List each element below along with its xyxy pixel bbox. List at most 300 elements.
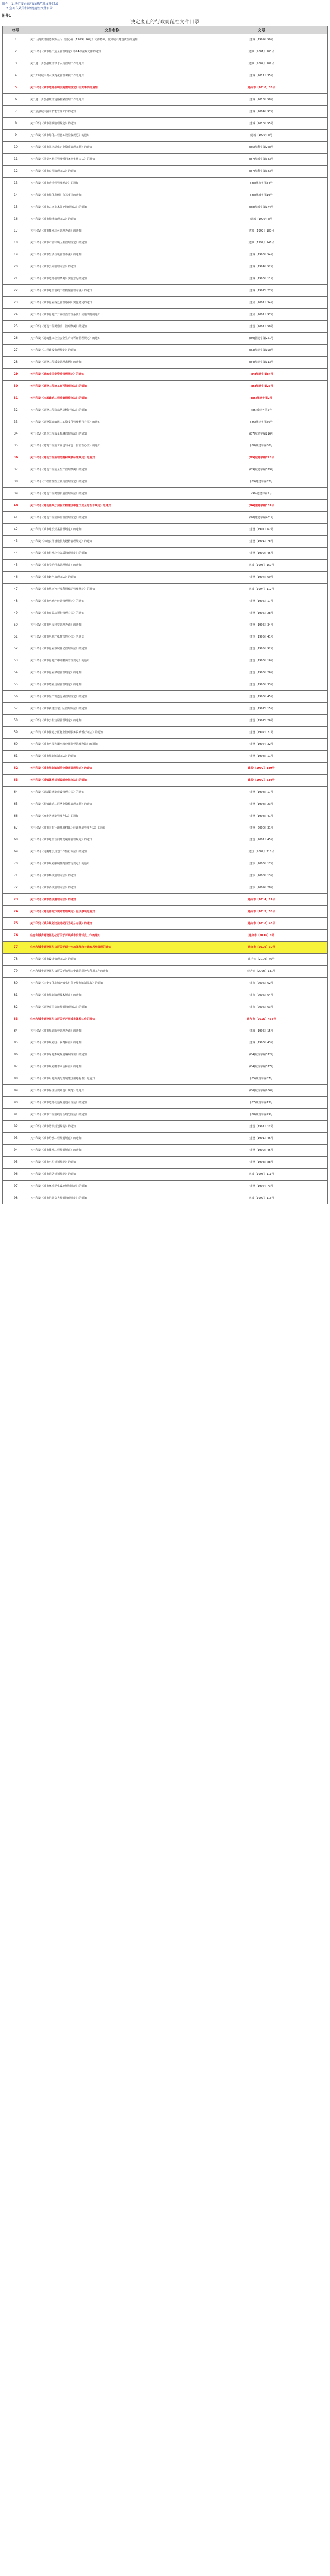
- table-row: [3, 213, 328, 225]
- row-document-name: 住房和城乡建设部办公厅关于开展城市体检工作的通知: [29, 1013, 195, 1025]
- table-row: [3, 46, 328, 58]
- row-serial: 84: [3, 1025, 29, 1037]
- table-row: [3, 858, 328, 870]
- row-document-code: 建设〔1995〕92号: [195, 643, 328, 655]
- table-row: [3, 166, 328, 178]
- table-row: [3, 954, 328, 966]
- row-document-code: (90)建建字第132号: [195, 500, 328, 512]
- row-document-code: 建城〔2001〕103号: [195, 46, 328, 58]
- row-document-name: 关于印发《城市住宅小区物业管理服务收费暂行办法》的通知: [29, 727, 195, 739]
- table-row: [3, 739, 328, 751]
- row-document-code: (88)城建字第30号: [195, 440, 328, 452]
- table-row: [3, 751, 328, 763]
- row-document-name: 关于印发《城市生活垃圾管理办法》的通知: [29, 249, 195, 261]
- row-document-code: (89)城建字第329号: [195, 464, 328, 476]
- row-serial: 85: [3, 1037, 29, 1049]
- row-document-name: 关于印发《历史文化名城名镇名村保护规划编制要求》的通知: [29, 978, 195, 989]
- row-document-name: 关于印发《城市古树名木保护管理办法》的通知: [29, 201, 195, 213]
- row-document-name: 关于印发《城市地下管线工程档案管理办法》的通知: [29, 285, 195, 297]
- header-notes: [0, 2, 330, 11]
- row-document-code: (84)城建字第113号: [195, 357, 328, 369]
- table-row: [3, 572, 328, 584]
- table-row: [3, 452, 328, 464]
- row-document-name: 关于印发《城乡规划违法违纪行为处分办法》的通知: [29, 918, 195, 930]
- row-serial: 29: [3, 369, 29, 381]
- row-document-name: 关于印发《开发区规划管理办法》的通知: [29, 810, 195, 822]
- table-row: [3, 285, 328, 297]
- table-row: [3, 237, 328, 249]
- table-row: [3, 894, 328, 906]
- row-document-code: (90)建建字第5号: [195, 488, 328, 500]
- row-document-code: 建办市〔2014〕14号: [195, 894, 328, 906]
- row-serial: 8: [3, 118, 29, 130]
- row-serial: 10: [3, 142, 29, 154]
- row-serial: 80: [3, 978, 29, 989]
- table-row: [3, 1121, 328, 1133]
- table-row: [3, 118, 328, 130]
- row-document-name: 关于印发《城市园林绿化企业资质管理办法》的通知: [29, 142, 195, 154]
- row-document-code: (88)城规字第29号: [195, 1109, 328, 1121]
- row-document-name: 关于印发《工程建设监理规定》的通知: [29, 345, 195, 357]
- row-document-name: 关于印发《城市黄线管理办法》的通知: [29, 882, 195, 894]
- table-row: [3, 691, 328, 703]
- row-document-name: 关于印发《城市防洪规划规范》的通知: [29, 1121, 195, 1133]
- row-document-code: 建设〔1995〕28号: [195, 607, 328, 619]
- row-serial: 91: [3, 1109, 29, 1121]
- table-row: [3, 476, 328, 488]
- table-row: [3, 94, 328, 106]
- table-row: [3, 273, 328, 285]
- table-row: [3, 106, 328, 118]
- row-serial: 33: [3, 416, 29, 428]
- row-serial: 73: [3, 894, 29, 906]
- table-row: [3, 1157, 328, 1169]
- table-row: [3, 333, 328, 345]
- row-serial: 42: [3, 524, 29, 536]
- row-document-name: 关于印发《建设领域农民工工资支付管理暂行办法》的通知: [29, 416, 195, 428]
- row-document-code: 建设〔1992〕45号: [195, 1145, 328, 1157]
- row-document-code: 建办市〔2019〕46号: [195, 954, 328, 966]
- row-document-code: 建设〔1997〕27号: [195, 727, 328, 739]
- row-document-code: 建设〔1992〕189号: [195, 763, 328, 775]
- row-document-code: 建城〔1995〕15号: [195, 1025, 328, 1037]
- row-serial: 52: [3, 643, 29, 655]
- row-document-code: 建市〔2006〕64号: [195, 989, 328, 1001]
- row-document-code: 建城〔1994〕52号: [195, 261, 328, 273]
- table-row: [3, 1061, 328, 1073]
- row-serial: 55: [3, 679, 29, 691]
- row-document-code: 建设〔1998〕23号: [195, 798, 328, 810]
- row-serial: 69: [3, 846, 29, 858]
- table-row: [3, 1037, 328, 1049]
- row-serial: 76: [3, 930, 29, 942]
- row-document-code: 建设〔2001〕45号: [195, 834, 328, 846]
- row-document-code: 建设〔1993〕157号: [195, 560, 328, 572]
- row-document-name: 关于印发《城镇体系规划编制审批办法》的通知: [29, 775, 195, 787]
- row-document-name: 住房和城乡建设部办公厅关于开展城市设计试点工作的通知: [29, 930, 195, 942]
- row-serial: 60: [3, 739, 29, 751]
- row-document-code: 建设〔1993〕88号: [195, 1157, 328, 1169]
- row-document-code: 建城〔1996〕11号: [195, 273, 328, 285]
- table-row: [3, 58, 328, 70]
- row-document-name: 关于印发《市政公用设施抗灾设防管理规定》的通知: [29, 536, 195, 548]
- table-row: [3, 870, 328, 882]
- row-document-name: 关于印发《建设工程安全生产管理条例》的通知: [29, 464, 195, 476]
- row-document-code: 建城〔2013〕58号: [195, 94, 328, 106]
- table-row: [3, 369, 328, 381]
- row-serial: 6: [3, 94, 29, 106]
- table-row: [3, 1097, 328, 1109]
- row-document-code: 建办市〔2015〕58号: [195, 906, 328, 918]
- row-document-name: 关于印发《城市抗震防灾规划管理规定》的通知: [29, 1192, 195, 1204]
- row-document-name: 关于印发《城市房屋权属登记管理办法》的通知: [29, 643, 195, 655]
- row-serial: 88: [3, 1073, 29, 1085]
- row-serial: 54: [3, 667, 29, 679]
- row-document-code: 建城〔1997〕27号: [195, 285, 328, 297]
- row-document-name: 关于印发《城市公园管理办法》的通知: [29, 166, 195, 178]
- table-row: [3, 225, 328, 237]
- row-document-code: (80)国建字第221号: [195, 333, 328, 345]
- row-document-code: (86)城建字第2号: [195, 392, 328, 404]
- table-row: [3, 846, 328, 858]
- row-document-code: 建设〔1997〕15号: [195, 703, 328, 715]
- row-document-code: 建城〔2011〕35号: [195, 70, 328, 82]
- attachment-label: 附件1: [2, 13, 11, 18]
- table-row: [3, 249, 328, 261]
- table-row: [3, 381, 328, 392]
- row-document-name: 关于印发《房屋建筑工程质量保修办法》的通知: [29, 392, 195, 404]
- row-document-code: (87)城城字第343号: [195, 154, 328, 166]
- row-document-name: 住房和城乡建设部办公厅关于加强历史建筑保护与利用工作的通知: [29, 966, 195, 978]
- row-document-code: 建设〔1996〕33号: [195, 679, 328, 691]
- row-serial: 74: [3, 906, 29, 918]
- row-document-code: 建设〔1998〕17号: [195, 787, 328, 798]
- table-row: [3, 416, 328, 428]
- table-row: [3, 500, 328, 512]
- row-document-code: 建城〔1999〕8号: [195, 130, 328, 142]
- row-serial: 3: [3, 58, 29, 70]
- row-serial: 51: [3, 631, 29, 643]
- table-row: [3, 763, 328, 775]
- row-document-code: 建设〔1992〕334号: [195, 775, 328, 787]
- row-serial: 66: [3, 810, 29, 822]
- table-row: [3, 142, 328, 154]
- row-serial: 31: [3, 392, 29, 404]
- table-row: [3, 357, 328, 369]
- row-serial: 68: [3, 834, 29, 846]
- header-document-code: 文号: [195, 26, 328, 34]
- row-document-name: 关于印发《城市燃气安全管理规定》等24项法规文件的通知: [29, 46, 195, 58]
- table-row: [3, 798, 328, 810]
- row-document-name: 关于印发《建设工程监理范围和规模标准规定》的通知: [29, 452, 195, 464]
- row-serial: 61: [3, 751, 29, 763]
- row-serial: 57: [3, 703, 29, 715]
- table-row: [3, 1049, 328, 1061]
- row-serial: 30: [3, 381, 29, 392]
- row-serial: 40: [3, 500, 29, 512]
- row-document-name: 关于印发《城市房屋租赁管理办法》的通知: [29, 619, 195, 631]
- row-document-name: 关于印发《城市公有房屋管理规定》的通知: [29, 715, 195, 727]
- row-document-name: 关于印发《城市地下空间开发利用管理规定》的通知: [29, 834, 195, 846]
- row-serial: 36: [3, 452, 29, 464]
- row-document-code: (86)城建字第56号: [195, 416, 328, 428]
- row-serial: 63: [3, 775, 29, 787]
- row-document-name: 关于印发《城市规划管理技术规定》的通知: [29, 989, 195, 1001]
- row-document-code: 建设〔1996〕26号: [195, 667, 328, 679]
- table-row: [3, 918, 328, 930]
- row-serial: 83: [3, 1013, 29, 1025]
- table-row: [3, 715, 328, 727]
- table-row: [3, 34, 328, 46]
- row-serial: 96: [3, 1169, 29, 1181]
- row-document-code: 建房〔2001〕97号: [195, 309, 328, 321]
- table-row: [3, 679, 328, 691]
- row-serial: 72: [3, 882, 29, 894]
- row-document-name: 关于印发《城市动物园管理规定》的通知: [29, 178, 195, 189]
- row-document-name: 关于印发《城市异产毗连房屋管理规定》的通知: [29, 691, 195, 703]
- row-document-code: 建设〔1995〕41号: [195, 631, 328, 643]
- table-row: [3, 70, 328, 82]
- header-document-name: 文件名称: [29, 26, 195, 34]
- row-document-code: 建设〔1991〕12号: [195, 1121, 328, 1133]
- row-document-code: (88)城城字第19号: [195, 189, 328, 201]
- row-document-name: 关于印发《建筑业企业资质管理规定》的通知: [29, 369, 195, 381]
- table-row: [3, 810, 328, 822]
- row-document-name: 关于印发《城市商品房预售管理办法》的通知: [29, 607, 195, 619]
- row-document-name: 关于印发《风景名胜区管理暂行条例实施办法》的通知: [29, 154, 195, 166]
- row-serial: 47: [3, 584, 29, 595]
- row-serial: 11: [3, 154, 29, 166]
- row-serial: 62: [3, 763, 29, 775]
- row-document-code: (89)建建字第52号: [195, 476, 328, 488]
- row-document-name: 关于印发《城市环境卫生设施规划规范》的通知: [29, 1181, 195, 1192]
- row-serial: 1: [3, 34, 29, 46]
- row-serial: 41: [3, 512, 29, 524]
- table-row: [3, 464, 328, 476]
- row-document-name: 关于印发《城市绿化条例》有关事项的通知: [29, 189, 195, 201]
- row-document-code: (87)城科字第383号: [195, 166, 328, 178]
- row-serial: 39: [3, 488, 29, 500]
- row-document-name: 关于印发《建设工程消防监督管理规定》的通知: [29, 512, 195, 524]
- row-document-code: (87)城规字第13号: [195, 1097, 328, 1109]
- row-serial: 32: [3, 404, 29, 416]
- row-serial: 4: [3, 70, 29, 82]
- row-document-code: 建设〔1997〕26号: [195, 715, 328, 727]
- row-document-code: (90)建建字第401号: [195, 512, 328, 524]
- row-serial: 12: [3, 166, 29, 178]
- table-row: [3, 703, 328, 715]
- row-document-code: (88)城城字第174号: [195, 201, 328, 213]
- table-row: [3, 619, 328, 631]
- table-row: [3, 978, 328, 989]
- row-document-name: 住房和城乡建设部办公厅关于进一步加强城市与建筑风貌管理的通知: [29, 942, 195, 954]
- table-row: [3, 1013, 328, 1025]
- row-serial: 15: [3, 201, 29, 213]
- row-document-name: 关于印发《城市绿化工程施工及验收规范》的通知: [29, 130, 195, 142]
- row-document-name: 关于印发《城市排水许可管理办法》的通知: [29, 225, 195, 237]
- row-serial: 23: [3, 297, 29, 309]
- row-document-name: 关于印发《城市规划编制单位资质管理规定》的通知: [29, 763, 195, 775]
- row-document-code: 建办市〔2019〕438号: [195, 1013, 328, 1025]
- row-document-code: 建城〔1996〕43号: [195, 1037, 328, 1049]
- row-document-code: 建办市〔2016〕8号: [195, 930, 328, 942]
- row-document-code: 建设〔1998〕11号: [195, 751, 328, 763]
- row-document-name: 关于印发《城市规划基本术语标准》的通知: [29, 1061, 195, 1073]
- row-serial: 49: [3, 607, 29, 619]
- row-serial: 21: [3, 273, 29, 285]
- row-document-name: 关于印发《城市给水工程规划规范》的通知: [29, 1133, 195, 1145]
- row-document-code: 建设〔1998〕41号: [195, 810, 328, 822]
- row-document-code: 建设〔1997〕32号: [195, 739, 328, 751]
- table-row: [3, 1001, 328, 1013]
- table-row: [3, 989, 328, 1001]
- row-document-name: 关于进一步加强城市供水水质管理工作的通知: [29, 58, 195, 70]
- table-header-row: [3, 26, 328, 34]
- row-document-name: 关于印发《城市道路照明设施管理规定》有关事项的通知: [29, 82, 195, 94]
- row-document-name: 关于印发《城市公厕管理办法》的通知: [29, 261, 195, 273]
- row-serial: 98: [3, 1192, 29, 1204]
- row-serial: 22: [3, 285, 29, 297]
- row-document-name: 关于印发《建设部关于加强工程建设中施工安全的若干规定》的通知: [29, 500, 195, 512]
- row-document-name: 关于印发《城市居住区规划设计规范》的通知: [29, 1085, 195, 1097]
- table-row: [3, 524, 328, 536]
- table-row: [3, 261, 328, 273]
- table-row: [3, 345, 328, 357]
- row-document-name: 关于印发《城市规划监督管理办法》的通知: [29, 1025, 195, 1037]
- row-serial: 75: [3, 918, 29, 930]
- table-row: [3, 822, 328, 834]
- table-row: [3, 488, 328, 500]
- row-document-name: 关于印发《城市危险房屋管理规定》的通知: [29, 679, 195, 691]
- row-serial: 44: [3, 548, 29, 560]
- row-document-code: (85)城规字第87号: [195, 1073, 328, 1085]
- row-serial: 45: [3, 560, 29, 572]
- row-document-code: 建办市〔2010〕36号: [195, 82, 328, 94]
- row-serial: 94: [3, 1145, 29, 1157]
- table-row: [3, 130, 328, 142]
- row-serial: 7: [3, 106, 29, 118]
- row-serial: 48: [3, 595, 29, 607]
- row-serial: 20: [3, 261, 29, 273]
- row-document-code: 建城〔1992〕146号: [195, 237, 328, 249]
- row-document-name: 关于印发《城市房屋修缮管理规定》的通知: [29, 667, 195, 679]
- table-row: [3, 834, 328, 846]
- table-row: [3, 1133, 328, 1145]
- row-document-name: 关于印发《建设工程质量检测管理办法》的通知: [29, 428, 195, 440]
- row-serial: 24: [3, 309, 29, 321]
- row-document-code: 建市〔2006〕62号: [195, 978, 328, 989]
- row-document-name: 关于印发《城市市容环境卫生管理规定》的通知: [29, 237, 195, 249]
- row-serial: 81: [3, 989, 29, 1001]
- row-document-name: 关于印发《近期建设规划工作暂行办法》的通知: [29, 846, 195, 858]
- table-row: [3, 787, 328, 798]
- row-serial: 26: [3, 333, 29, 345]
- row-document-name: 关于加强城市照明节能管理工作的通知: [29, 106, 195, 118]
- attachment-list-line-2: 2.宣布失效的行政规范性文件目录: [6, 7, 53, 10]
- row-document-code: 建设〔1991〕78号: [195, 536, 328, 548]
- row-document-code: 建设〔2002〕218号: [195, 846, 328, 858]
- row-document-name: 关于印发《城市建设档案管理规定》的通知: [29, 524, 195, 536]
- row-serial: 19: [3, 249, 29, 261]
- row-document-name: 关于印发《建筑工程施工发包与承包计价管理办法》的通知: [29, 440, 195, 452]
- row-document-name: 关于印发《城市设计管理办法》的通知: [29, 954, 195, 966]
- table-row: [3, 882, 328, 894]
- row-document-name: 关于印发《城市道路交通规划设计规范》的通知: [29, 1097, 195, 1109]
- row-document-name: 关于印发《城市节约用水管理规定》的通知: [29, 560, 195, 572]
- row-document-code: 建城〔2010〕55号: [195, 118, 328, 130]
- row-document-name: 关于印发《建设部城市规划管理规定》有关事项的通知: [29, 906, 195, 918]
- row-document-code: 建市〔2008〕13号: [195, 870, 328, 882]
- row-document-code: 建设〔1995〕111号: [195, 1169, 328, 1181]
- row-document-code: 建设〔1995〕17号: [195, 595, 328, 607]
- row-document-name: 关于印发《城市绿地系统规划编制纲要》的通知: [29, 1049, 195, 1061]
- row-document-name: 关于印发《城市排水工程规划规范》的通知: [29, 1145, 195, 1157]
- row-document-code: 建城〔1999〕50号: [195, 34, 328, 46]
- table-row: [3, 428, 328, 440]
- row-document-name: 关于印发《城市蓝线管理办法》的通知: [29, 894, 195, 906]
- row-document-name: 关于印发《城市规划强制性内容暂行规定》的通知: [29, 858, 195, 870]
- row-document-name: 关于印发《城市消防规划规范》的通知: [29, 1169, 195, 1181]
- row-document-code: 建设〔2000〕31号: [195, 822, 328, 834]
- row-serial: 89: [3, 1085, 29, 1097]
- row-document-name: 关于印发《城市电力规划规范》的通知: [29, 1157, 195, 1169]
- row-serial: 14: [3, 189, 29, 201]
- row-document-name: 关于印发《建设工程质量管理条例》的通知: [29, 357, 195, 369]
- table-row: [3, 942, 328, 954]
- row-serial: 56: [3, 691, 29, 703]
- row-document-code: 建设〔1992〕45号: [195, 548, 328, 560]
- row-document-name: 关于印发《城市照明管理规定》的通知: [29, 118, 195, 130]
- table-row: [3, 667, 328, 679]
- table-row: [3, 536, 328, 548]
- row-document-name: 关于印发《城市燃气管理办法》的通知: [29, 572, 195, 584]
- row-document-name: 关于印发《城市供水企业资质管理规定》的通知: [29, 548, 195, 560]
- row-serial: 86: [3, 1049, 29, 1061]
- row-document-code: 建房〔2001〕34号: [195, 297, 328, 309]
- row-document-code: 建设〔1994〕112号: [195, 584, 328, 595]
- row-document-name: 关于印发《城市规划设计收费标准》的通知: [29, 1037, 195, 1049]
- row-document-name: 关于印发《城市房地产中介服务管理规定》的通知: [29, 655, 195, 667]
- row-document-name: 关于印发《城市规划编制办法》的通知: [29, 751, 195, 763]
- row-document-name: 关于印发《城市房屋便器水箱应用监督管理办法》的通知: [29, 739, 195, 751]
- row-document-name: 关于印发《城市工程管线综合规划规范》的通知: [29, 1109, 195, 1121]
- row-document-name: 关于印发《城市房地产开发经营管理条例》实施细则的通知: [29, 309, 195, 321]
- row-document-name: 关于印发《城市绿线管理办法》的通知: [29, 213, 195, 225]
- row-serial: 35: [3, 440, 29, 452]
- row-serial: 27: [3, 345, 29, 357]
- row-document-code: (85)城建字第23号: [195, 381, 328, 392]
- row-document-name: 关于印发《建设工程勘察设计管理条例》的通知: [29, 321, 195, 333]
- row-serial: 43: [3, 536, 29, 548]
- row-document-name: 关于印发《建设工程价款结算暂行办法》的通知: [29, 404, 195, 416]
- row-serial: 34: [3, 428, 29, 440]
- row-document-code: 建城〔2004〕97号: [195, 106, 328, 118]
- table-row: [3, 548, 328, 560]
- table-row: [3, 727, 328, 739]
- row-serial: 78: [3, 954, 29, 966]
- row-serial: 79: [3, 966, 29, 978]
- row-serial: 25: [3, 321, 29, 333]
- table-row: [3, 404, 328, 416]
- row-document-code: 建设〔1997〕116号: [195, 1192, 328, 1204]
- row-document-code: 建办市〔2016〕45号: [195, 918, 328, 930]
- row-serial: 46: [3, 572, 29, 584]
- row-document-code: 建设〔2001〕58号: [195, 321, 328, 333]
- table-row: [3, 440, 328, 452]
- table-row: [3, 560, 328, 572]
- table-row: [3, 1145, 328, 1157]
- row-serial: 16: [3, 213, 29, 225]
